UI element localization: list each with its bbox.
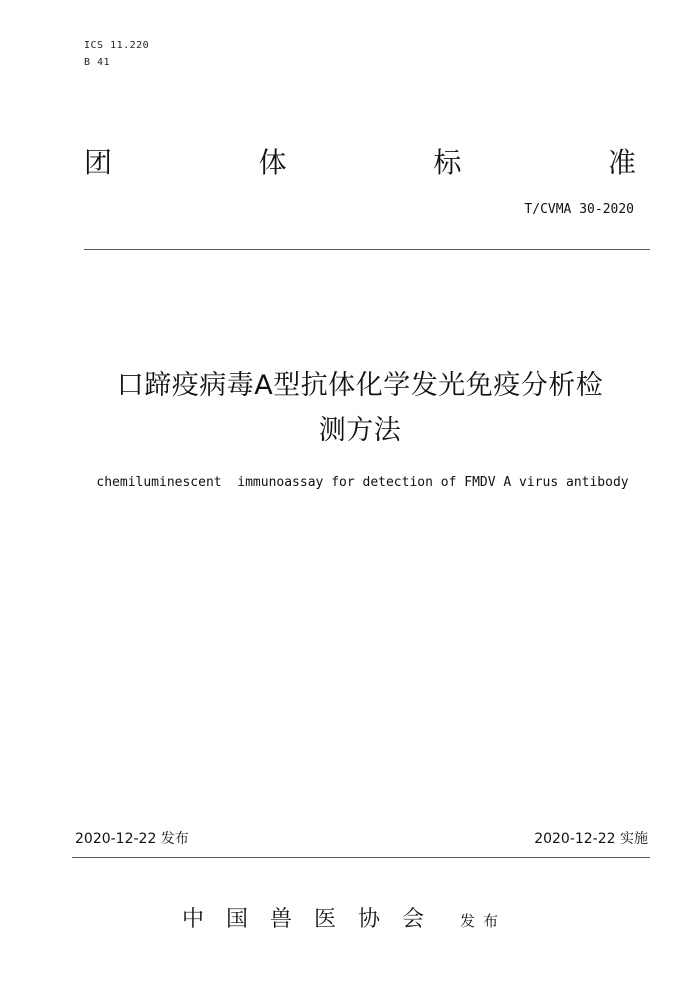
ics-code: ICS 11.220 [84, 40, 150, 51]
publisher-name: 中国兽医协会 [182, 907, 447, 932]
implementation-date: 2020-12-22 实施 [534, 831, 648, 847]
classification-codes [84, 37, 149, 71]
publisher-action: 发布 [460, 912, 507, 930]
title-cn-line-1: 口蹄疫病毒A型抗体化学发光免疫分析检 [116, 370, 604, 401]
publisher-line [182, 905, 506, 936]
standard-number: T/CVMA 30-2020 [524, 202, 634, 217]
title-cn-line-2: 测方法 [318, 415, 402, 446]
standard-type-char: 准 [607, 146, 636, 179]
standard-type-heading [84, 145, 636, 181]
header-divider [84, 249, 650, 250]
ccs-code: B 41 [84, 57, 111, 68]
footer-divider [72, 857, 650, 858]
standard-type-char: 团 [84, 146, 113, 179]
standard-type-char: 标 [433, 146, 462, 179]
document-title-cn [60, 363, 660, 453]
issue-date: 2020-12-22 发布 [75, 831, 189, 847]
document-title-en: chemiluminescent immunoassay for detection of FMDV A virus antibody [96, 475, 629, 490]
standard-type-char: 体 [258, 146, 287, 179]
